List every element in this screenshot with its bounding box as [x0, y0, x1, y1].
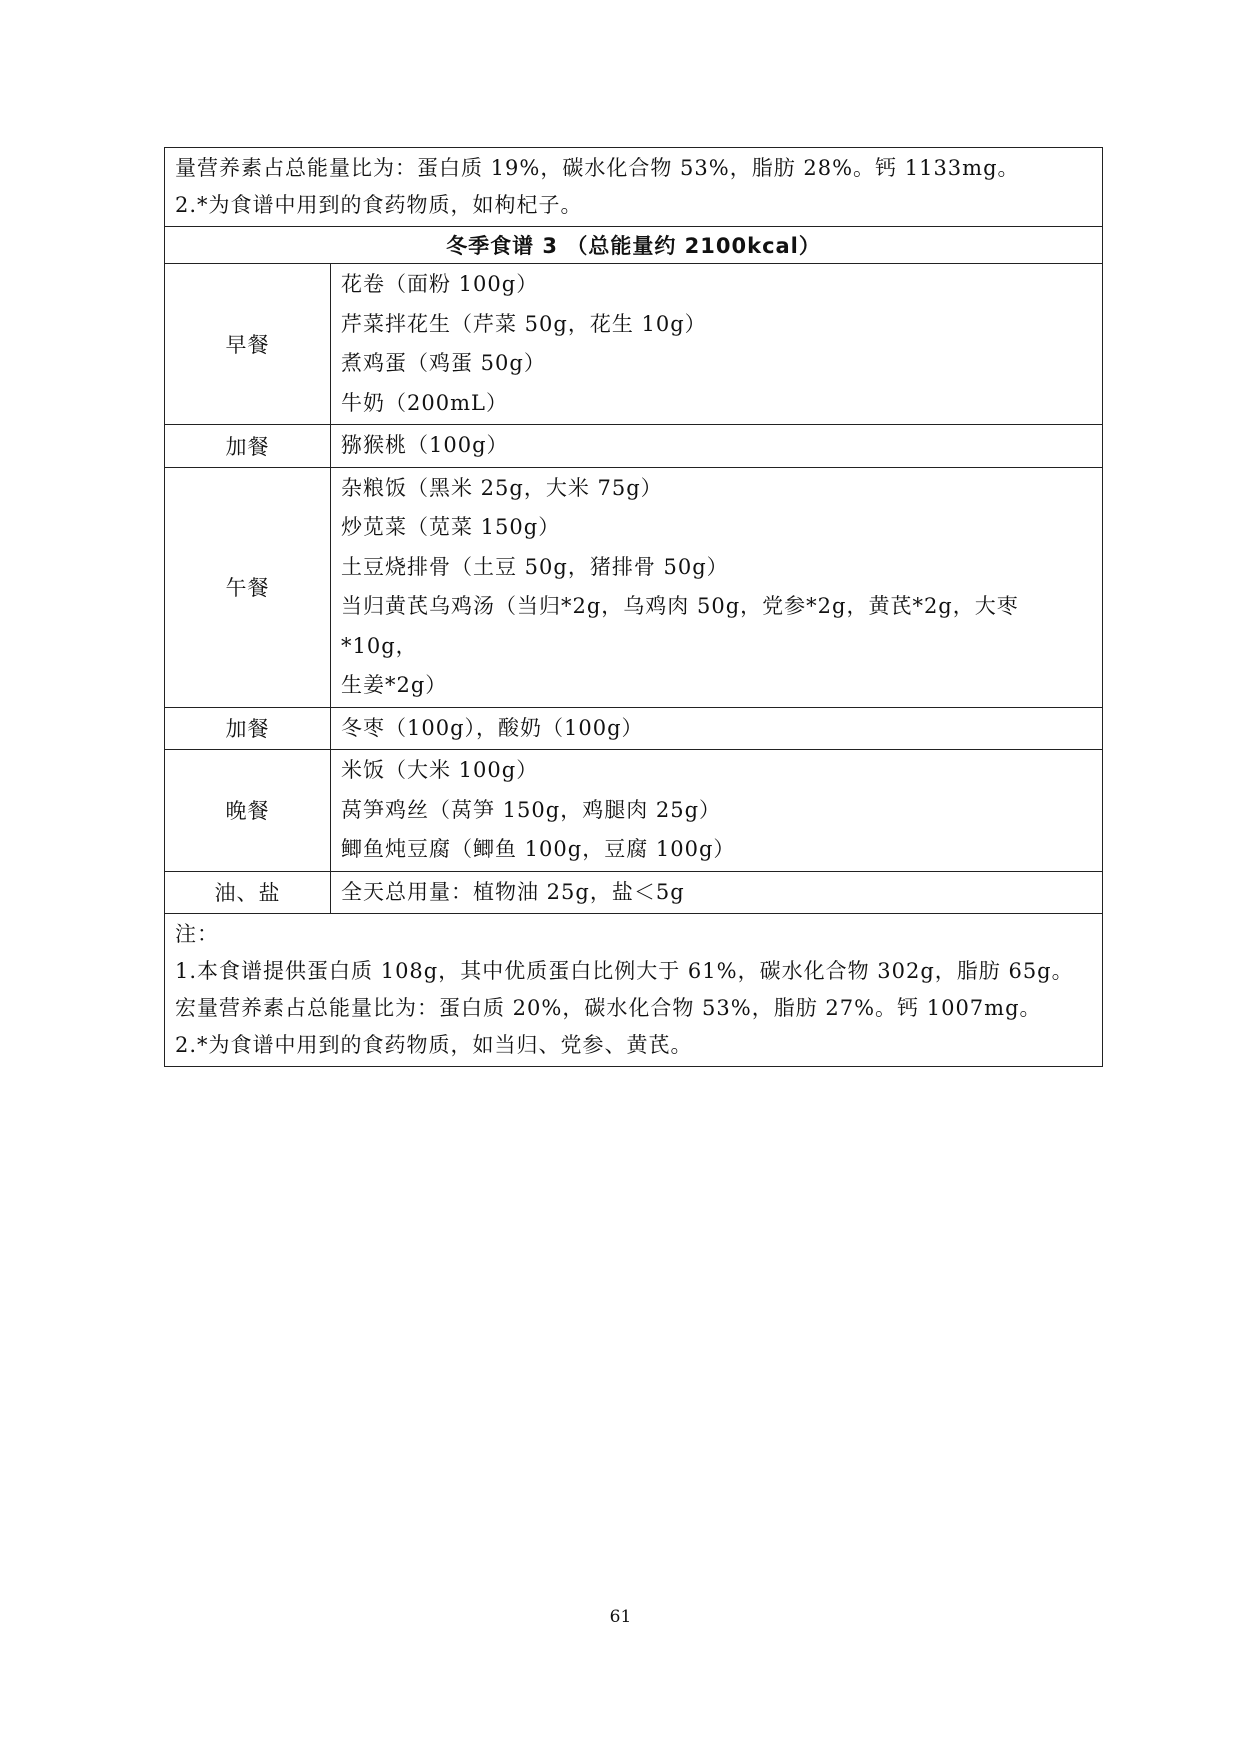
meal-row — [165, 425, 1103, 468]
meal-item: 生姜*2g） — [341, 673, 448, 697]
top-note-row — [165, 148, 1103, 227]
meal-item: 冬枣（100g），酸奶（100g） — [341, 715, 644, 740]
meal-item: 芹菜拌花生（芹菜 50g，花生 10g） — [341, 311, 707, 336]
meal-label: 早餐 — [165, 264, 331, 425]
recipe-note-line: 注： — [175, 922, 219, 946]
meal-item: 杂粮饭（黑米 25g，大米 75g） — [341, 475, 663, 500]
meal-item: 当归黄芪乌鸡汤（当归*2g，乌鸡肉 50g，党参*2g，黄芪*2g，大枣*10g， — [341, 594, 1019, 658]
meal-item: 牛奶（200mL） — [341, 390, 508, 415]
meal-row — [165, 264, 1103, 425]
meal-items — [331, 467, 1103, 707]
meal-row — [165, 871, 1103, 914]
recipe-table-body — [165, 148, 1103, 1067]
meal-label: 加餐 — [165, 425, 331, 468]
meal-items — [331, 871, 1103, 914]
meal-label: 油、盐 — [165, 871, 331, 914]
meal-item: 煮鸡蛋（鸡蛋 50g） — [341, 351, 546, 375]
top-note-line: 量营养素占总能量比为：蛋白质 19%，碳水化合物 53%，脂肪 28%。钙 1133mg。 — [175, 156, 1020, 180]
top-note-cell — [165, 148, 1103, 227]
meal-label: 午餐 — [165, 467, 331, 707]
meal-item: 鲫鱼炖豆腐（鲫鱼 100g，豆腐 100g） — [341, 837, 736, 861]
meal-row — [165, 750, 1103, 872]
meal-item: 花卷（面粉 100g） — [341, 272, 539, 296]
meal-items — [331, 750, 1103, 872]
meal-item: 猕猴桃（100g） — [341, 433, 509, 457]
recipe-note-line: 2.*为食谱中用到的食药物质，如当归、党参、黄芪。 — [175, 1033, 693, 1057]
meal-item: 土豆烧排骨（土豆 50g，猪排骨 50g） — [341, 554, 729, 579]
top-note-line: 2.*为食谱中用到的食药物质，如枸杞子。 — [175, 193, 583, 217]
meal-item: 炒苋菜（苋菜 150g） — [341, 515, 561, 539]
recipe-table — [164, 147, 1103, 1067]
recipe-title-row — [165, 227, 1103, 264]
meal-row — [165, 467, 1103, 707]
meal-item: 全天总用量：植物油 25g，盐＜5g — [341, 879, 685, 904]
recipe-note-line: 1.本食谱提供蛋白质 108g，其中优质蛋白比例大于 61%，碳水化合物 302g，脂肪 65g。 — [175, 959, 1074, 983]
meal-items — [331, 264, 1103, 425]
meal-item: 米饭（大米 100g） — [341, 758, 539, 782]
meal-label: 晚餐 — [165, 750, 331, 872]
recipe-note — [165, 914, 1103, 1067]
meal-item: 莴笋鸡丝（莴笋 150g，鸡腿肉 25g） — [341, 797, 722, 822]
recipe-note-row — [165, 914, 1103, 1067]
meal-items — [331, 707, 1103, 750]
page-number: 61 — [609, 1607, 632, 1627]
recipe-title: 冬季食谱 3 （总能量约 2100kcal） — [165, 227, 1103, 264]
meal-label: 加餐 — [165, 707, 331, 750]
recipe-note-line: 宏量营养素占总能量比为：蛋白质 20%，碳水化合物 53%，脂肪 27%。钙 1007mg。 — [175, 996, 1042, 1020]
meal-items — [331, 425, 1103, 468]
meal-row — [165, 707, 1103, 750]
